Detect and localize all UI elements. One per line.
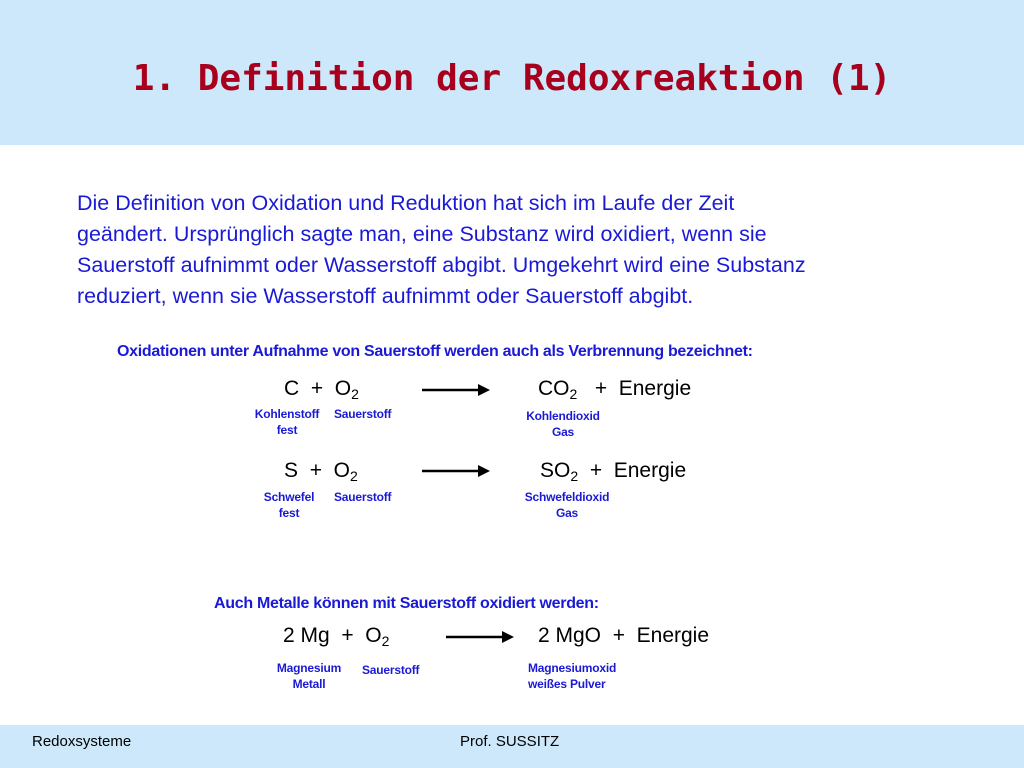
reactant-oxygen: $O_2$ xyxy=(333,459,358,484)
plus-sign: + xyxy=(341,624,354,647)
intro-line: reduziert, wenn sie Wasserstoff aufnimmt oder Sauerstoff abgibt. xyxy=(77,284,694,308)
reactant-sulfur: S xyxy=(284,459,299,482)
reactant-carbon: C xyxy=(284,377,300,400)
intro-line: Die Definition von Oxidation und Reduktion hat sich im Laufe der Zeit xyxy=(77,191,735,215)
label-carbon: Kohlenstoff fest xyxy=(254,407,320,437)
equation-sulfur-products xyxy=(540,459,686,483)
product-energy: Energie xyxy=(613,459,687,482)
label-oxygen: Sauerstoff xyxy=(362,663,420,677)
label-oxygen: Sauerstoff xyxy=(334,490,392,504)
product-energy: Energie xyxy=(636,624,710,647)
label-magnesium: Magnesium Metall xyxy=(276,661,342,691)
plus-sign: + xyxy=(612,624,625,647)
plus-sign: + xyxy=(594,377,608,400)
combustion-heading: Oxidationen unter Aufnahme von Sauerstoff werden auch als Verbrennung bezeichnet: xyxy=(117,343,753,360)
intro-paragraph xyxy=(77,188,977,312)
plus-sign: + xyxy=(589,459,603,482)
equation-magnesium-products xyxy=(538,624,709,648)
product-carbon-dioxide: $CO_2$ xyxy=(538,377,578,402)
label-magnesium-oxide: Magnesiumoxid weißes Pulver xyxy=(528,661,617,691)
plus-sign: + xyxy=(310,377,324,400)
intro-line: geändert. Ursprünglich sagte man, eine Substanz wird oxidiert, wenn sie xyxy=(77,222,767,246)
slide-title: 1. Definition der Redoxreaktion (1) xyxy=(132,58,892,99)
equation-magnesium-reactants xyxy=(283,624,389,648)
reactant-oxygen: $O_2$ xyxy=(365,624,390,649)
intro-line: Sauerstoff aufnimmt oder Wasserstoff abgibt. Umgekehrt wird eine Substanz xyxy=(77,253,806,277)
label-carbon-dioxide: Kohlendioxid Gas xyxy=(526,409,600,439)
product-magnesium-oxide: 2 MgO xyxy=(538,624,602,647)
metals-heading: Auch Metalle können mit Sauerstoff oxidiert werden: xyxy=(214,595,599,612)
label-sulfur-dioxide: Schwefeldioxid Gas xyxy=(524,490,610,520)
product-energy: Energie xyxy=(618,377,692,400)
reactant-magnesium: 2 Mg xyxy=(283,624,330,647)
label-oxygen: Sauerstoff xyxy=(334,407,392,421)
product-sulfur-dioxide: $SO_2$ xyxy=(540,459,579,484)
reaction-arrow-icon xyxy=(420,461,492,481)
reaction-arrow-icon xyxy=(444,627,516,647)
equation-sulfur-reactants xyxy=(284,459,358,483)
footer-course: Redoxsysteme xyxy=(32,733,132,750)
plus-sign: + xyxy=(309,459,322,482)
label-sulfur: Schwefel fest xyxy=(263,490,315,520)
footer-author: Prof. SUSSITZ xyxy=(460,733,560,750)
reaction-arrow-icon xyxy=(420,380,492,400)
reactant-oxygen: $O_2$ xyxy=(334,377,359,402)
equation-carbon-reactants xyxy=(284,377,359,401)
equation-carbon-products xyxy=(538,377,691,401)
